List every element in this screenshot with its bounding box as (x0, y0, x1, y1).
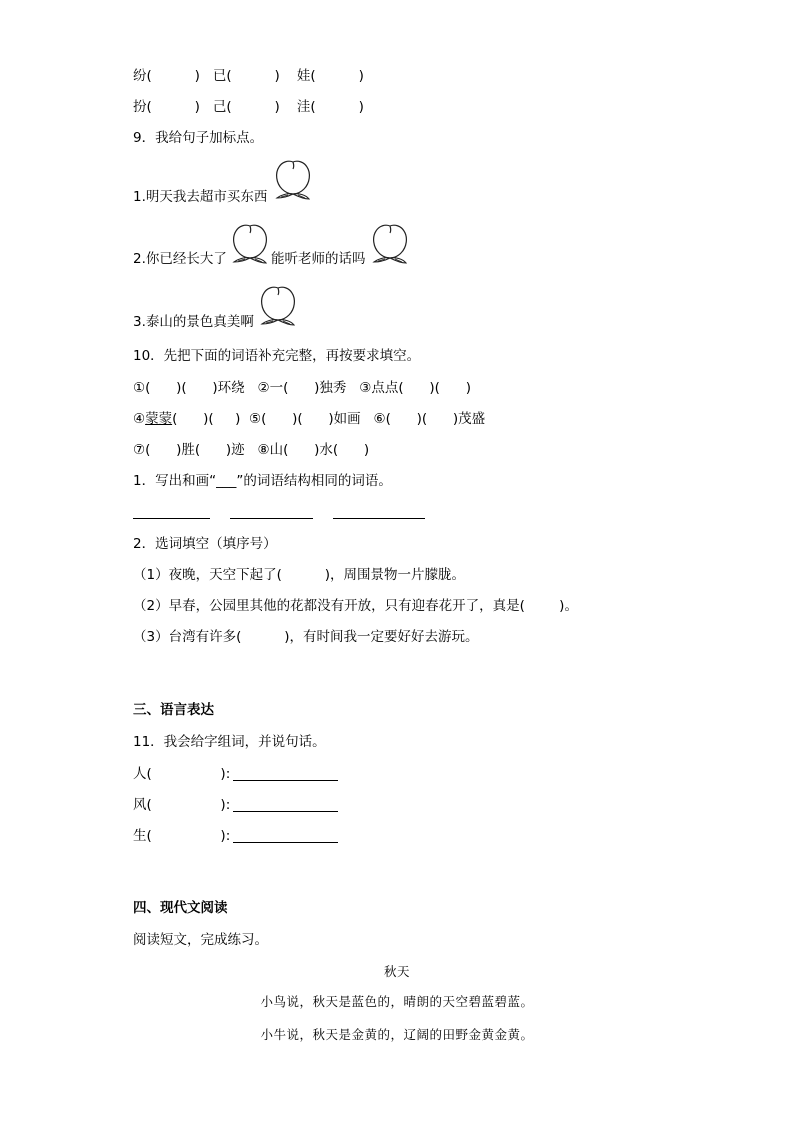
peach-blank-icon[interactable] (229, 222, 271, 268)
q10-row-2-rest: ( )( ) ⑤( )( )如画 ⑥( )( )茂盛 (172, 411, 486, 427)
answer-blank[interactable] (333, 518, 425, 519)
q10-row-3: ⑦( )胜( )迹 ⑧山( )水( ) (133, 442, 370, 458)
q10-row-2-num: ④ (133, 411, 146, 427)
q10-sub-1: 1．写出和画“___”的词语结构相同的词语。 (133, 473, 392, 489)
word-row-3: 生( ): (133, 828, 231, 844)
answer-blank[interactable] (230, 518, 313, 519)
peach-blank-icon[interactable] (369, 222, 411, 268)
answer-blank[interactable] (233, 842, 338, 843)
fill-sentence-3: （3）台湾有许多( )，有时间我一定要好好去游玩。 (133, 629, 479, 645)
answer-blank[interactable] (133, 518, 210, 519)
q10-title: 10．先把下面的词语补充完整，再按要求填空。 (133, 348, 421, 364)
q9-sentence-2a: 2.你已经长大了 (133, 251, 227, 267)
q9-sentence-3: 3.泰山的景色真美啊 (133, 314, 254, 330)
fill-sentence-1: （1）夜晚，天空下起了( )，周围景物一片朦胧。 (133, 567, 466, 583)
reading-intro: 阅读短文，完成练习。 (133, 932, 268, 948)
section-3-heading: 三、语言表达 (133, 702, 214, 718)
q9-sentence-1: 1.明天我去超市买东西 (133, 189, 268, 205)
peach-blank-icon[interactable] (272, 158, 314, 204)
q11-title: 11．我会给字组词，并说句话。 (133, 734, 326, 750)
q10-sub-2: 2．选词填空（填序号） (133, 536, 277, 552)
answer-blank[interactable] (233, 811, 338, 812)
story-paragraph-2: 小牛说，秋天是金黄的，辽阔的田野金黄金黄。 (260, 1027, 534, 1042)
story-title: 秋天 (383, 964, 410, 979)
story-paragraph-1: 小鸟说，秋天是蓝色的，晴朗的天空碧蓝碧蓝。 (260, 994, 534, 1009)
answer-blank[interactable] (233, 780, 338, 781)
q8-row-2: 扮( ) 己( ) 洼( ) (133, 99, 364, 115)
q9-title: 9．我给句子加标点。 (133, 130, 264, 146)
word-row-2: 风( ): (133, 797, 231, 813)
section-4-heading: 四、现代文阅读 (133, 900, 228, 916)
peach-blank-icon[interactable] (257, 284, 299, 330)
q9-sentence-2b: 能听老师的话吗 (271, 251, 366, 267)
q10-row-2 (133, 409, 485, 429)
fill-sentence-2: （2）早春，公园里其他的花都没有开放，只有迎春花开了，真是( )。 (133, 598, 578, 614)
word-row-1: 人( ): (133, 766, 231, 782)
q8-row-1: 纷( ) 已( ) 娃( ) (133, 68, 364, 84)
q10-row-1: ①( )( )环绕 ②一( )独秀 ③点点( )( ) (133, 380, 471, 396)
underlined-word: 蒙蒙 (145, 411, 173, 427)
